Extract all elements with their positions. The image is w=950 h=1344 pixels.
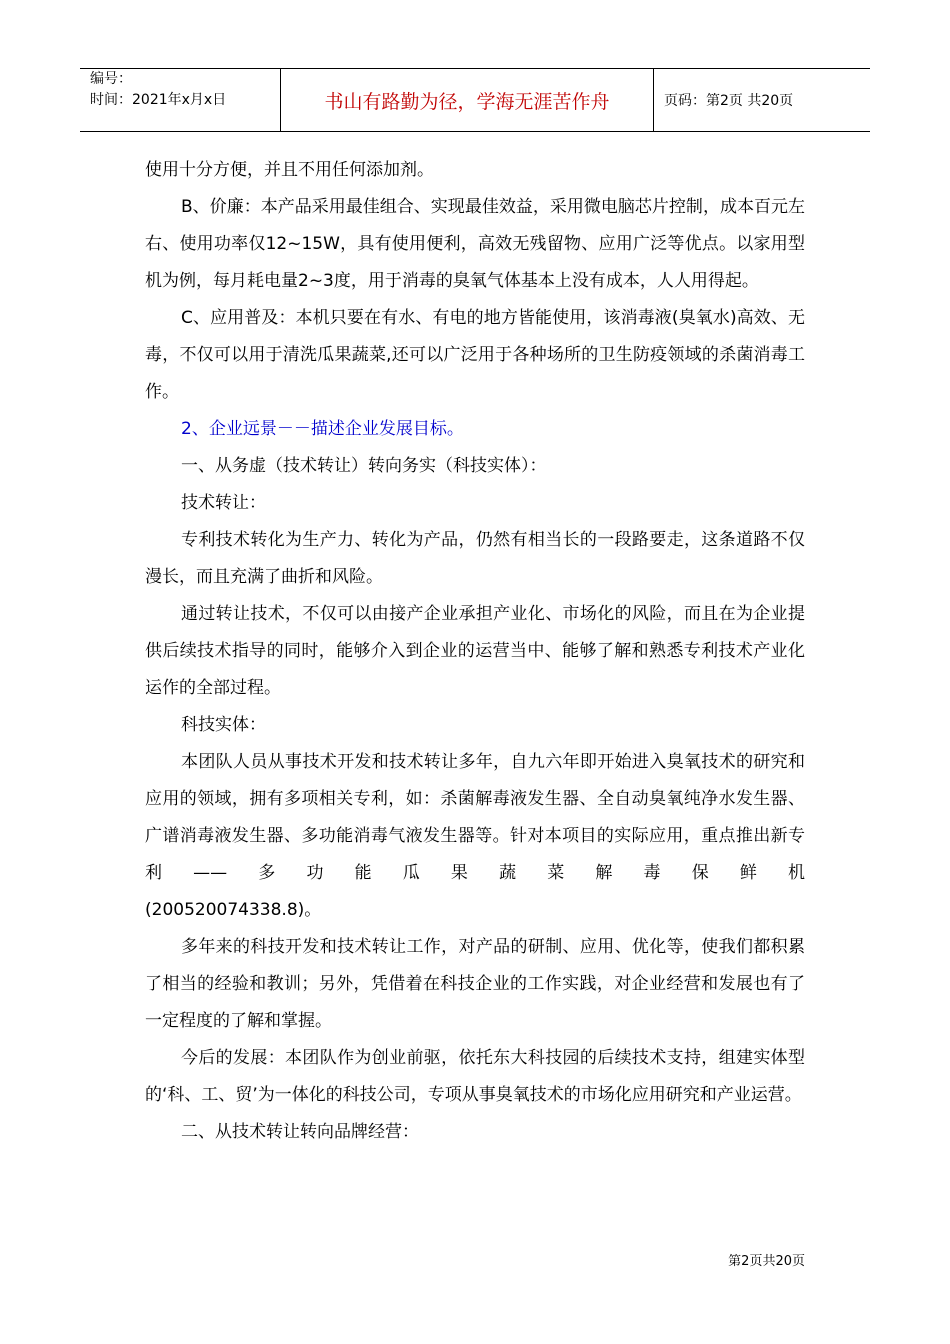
paragraph: 通过转让技术，不仅可以由接产企业承担产业化、市场化的风险，而且在为企业提供后续技术指导的同时，能够介入到企业的运营当中、能够了解和熟悉专利技术产业化运作的全部过程。 xyxy=(145,604,805,698)
header-page-info: 页码：第2页 共20页 xyxy=(664,93,794,109)
page-footer: 第2页共20页 xyxy=(728,1254,805,1269)
paragraph: 专利技术转化为生产力、转化为产品，仍然有相当长的一段路要走，这条道路不仅漫长，而且充满了曲折和风险。 xyxy=(145,530,805,587)
header-meta xyxy=(80,69,281,131)
paragraph: B、价廉：本产品采用最佳组合、实现最佳效益，采用微电脑芯片控制，成本百元左右、使用功率仅12~15W，具有使用便利，高效无残留物、应用广泛等优点。以家用型机为例，每月耗电量2~3度，用于消毒的臭氧气体基本上没有成本，人人用得起。 xyxy=(145,197,805,291)
paragraph: 多年来的科技开发和技术转让工作，对产品的研制、应用、优化等，使我们都积累了相当的经验和教训；另外，凭借着在科技企业的工作实践，对企业经营和发展也有了一定程度的了解和掌握。 xyxy=(145,937,805,1031)
number-label: 编号： xyxy=(90,71,132,87)
paragraph: 使用十分方便，并且不用任何添加剂。 xyxy=(145,160,434,180)
page-header xyxy=(80,68,870,132)
subsection-heading: 一、从务虚（技术转让）转向务实（科技实体）： xyxy=(181,456,547,476)
header-motto: 书山有路勤为径，学海无涯苦作舟 xyxy=(281,69,654,131)
paragraph: (200520074338.8)。 xyxy=(145,900,322,920)
paragraph: C、应用普及：本机只要在有水、有电的地方皆能使用，该消毒液(臭氧水)高效、无毒，不仅可以用于清洗瓜果蔬菜,还可以广泛用于各种场所的卫生防疫领域的杀菌消毒工作。 xyxy=(145,308,805,402)
paragraph: 今后的发展：本团队作为创业前驱，依托东大科技园的后续技术支持，组建实体型的‘科、工、贸’为一体化的科技公司，专项从事臭氧技术的市场化应用研究和产业运营。 xyxy=(145,1048,805,1105)
paragraph: 本团队人员从事技术开发和技术转让多年，自九六年即开始进入臭氧技术的研究和应用的领域，拥有多项相关专利，如：杀菌解毒液发生器、全自动臭氧纯净水发生器、广谱消毒液发生器、多功能消毒气液发生器等。针对本项目的实际应用，重点推出新专利——多功能瓜果蔬菜解毒保鲜机 xyxy=(145,752,805,883)
subheading: 科技实体： xyxy=(181,715,266,735)
section-heading: 2、企业远景－－描述企业发展目标。 xyxy=(181,419,464,439)
date-label: 时间：2021年x月x日 xyxy=(90,92,227,108)
document-body xyxy=(145,152,805,1151)
subheading: 技术转让： xyxy=(181,493,266,513)
subsection-heading: 二、从技术转让转向品牌经营： xyxy=(181,1122,419,1142)
